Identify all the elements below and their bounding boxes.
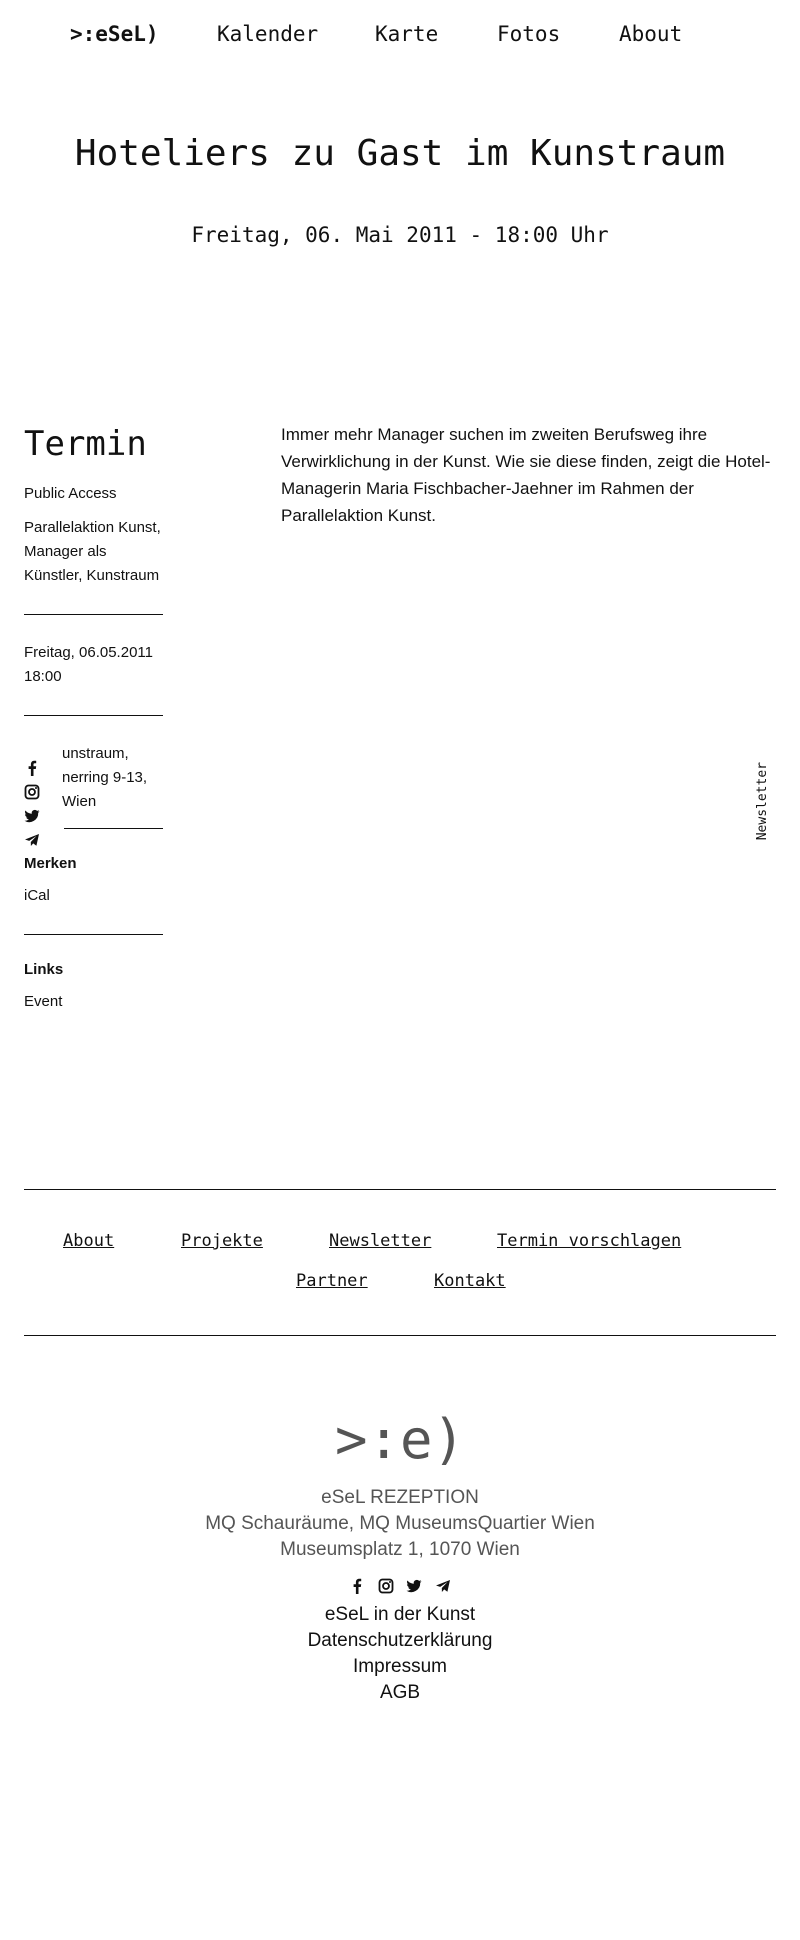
newsletter-side-tab[interactable]: Newsletter bbox=[755, 762, 770, 841]
footer-link-agb[interactable]: AGB bbox=[379, 1682, 421, 1703]
event-date: Freitag, 06.05.2011 bbox=[24, 644, 153, 661]
telegram-icon[interactable] bbox=[24, 832, 40, 848]
footer-link-termin-vorschlagen[interactable]: Termin vorschlagen bbox=[497, 1231, 682, 1251]
footer-org: eSeL REZEPTION bbox=[321, 1487, 479, 1508]
divider bbox=[24, 934, 163, 935]
twitter-icon[interactable] bbox=[406, 1578, 422, 1594]
location-line: Wien bbox=[62, 793, 97, 810]
share-icons bbox=[24, 760, 44, 856]
divider bbox=[64, 828, 163, 829]
footer-divider-bottom bbox=[24, 1335, 776, 1336]
footer-link-partner[interactable]: Partner bbox=[296, 1271, 368, 1291]
footer-link-about[interactable]: About bbox=[63, 1231, 115, 1251]
nav-item-karte[interactable]: Karte bbox=[375, 22, 439, 46]
facebook-icon[interactable] bbox=[349, 1578, 365, 1594]
footer-link-newsletter[interactable]: Newsletter bbox=[329, 1231, 432, 1251]
event-tags[interactable]: Parallelaktion Kunst, Manager als Künstler, Kunstraum bbox=[24, 519, 161, 584]
event-link[interactable]: Event bbox=[24, 993, 63, 1010]
event-datetime: Freitag, 06. Mai 2011 - 18:00 Uhr bbox=[191, 223, 609, 247]
twitter-icon[interactable] bbox=[24, 808, 40, 824]
page-title: Hoteliers zu Gast im Kunstraum bbox=[74, 133, 726, 174]
event-location[interactable] bbox=[24, 742, 163, 814]
nav-item-about[interactable]: About bbox=[619, 22, 683, 46]
footer-address-line: MQ Schauräume, MQ MuseumsQuartier Wien bbox=[205, 1513, 595, 1534]
footer-divider-top bbox=[24, 1189, 776, 1190]
event-category[interactable]: Public Access bbox=[24, 485, 117, 502]
nav-item-fotos[interactable]: Fotos bbox=[497, 22, 561, 46]
ical-link[interactable]: iCal bbox=[24, 887, 50, 904]
top-nav bbox=[0, 22, 800, 52]
footer-link-impressum[interactable]: Impressum bbox=[353, 1656, 447, 1677]
sidebar-heading: Termin bbox=[24, 424, 147, 464]
facebook-icon[interactable] bbox=[24, 760, 40, 776]
footer-link-datenschutz[interactable]: Datenschutzerklärung bbox=[307, 1630, 493, 1651]
event-time: 18:00 bbox=[24, 668, 62, 685]
footer-link-projekte[interactable]: Projekte bbox=[181, 1231, 263, 1251]
divider bbox=[24, 715, 163, 716]
merken-label: Merken bbox=[24, 855, 77, 872]
event-description: Immer mehr Manager suchen im zweiten Berufsweg ihre Verwirklichung in der Kunst. Wie sie diese finden, zeigt die Hotel-Managerin Maria Fischbacher-Jaehner im Rahmen der Parallelaktion Kunst. bbox=[281, 425, 771, 525]
instagram-icon[interactable] bbox=[378, 1578, 394, 1594]
nav-item-kalender[interactable]: Kalender bbox=[217, 22, 319, 46]
footer-address-line: Museumsplatz 1, 1070 Wien bbox=[280, 1539, 520, 1560]
footer-logo: >:e) bbox=[334, 1408, 466, 1471]
footer-social-icons bbox=[0, 1577, 800, 1595]
footer-link-esel-in-der-kunst[interactable]: eSeL in der Kunst bbox=[324, 1604, 476, 1625]
location-line: nerring 9-13, bbox=[62, 769, 148, 786]
divider bbox=[24, 614, 163, 615]
event-sidebar bbox=[24, 424, 164, 1014]
footer-link-kontakt[interactable]: Kontakt bbox=[434, 1271, 506, 1291]
links-label: Links bbox=[24, 961, 64, 978]
location-line: unstraum, bbox=[62, 745, 129, 762]
site-logo[interactable]: >:eSeL) bbox=[70, 22, 159, 46]
telegram-icon[interactable] bbox=[435, 1578, 451, 1594]
instagram-icon[interactable] bbox=[24, 784, 40, 800]
